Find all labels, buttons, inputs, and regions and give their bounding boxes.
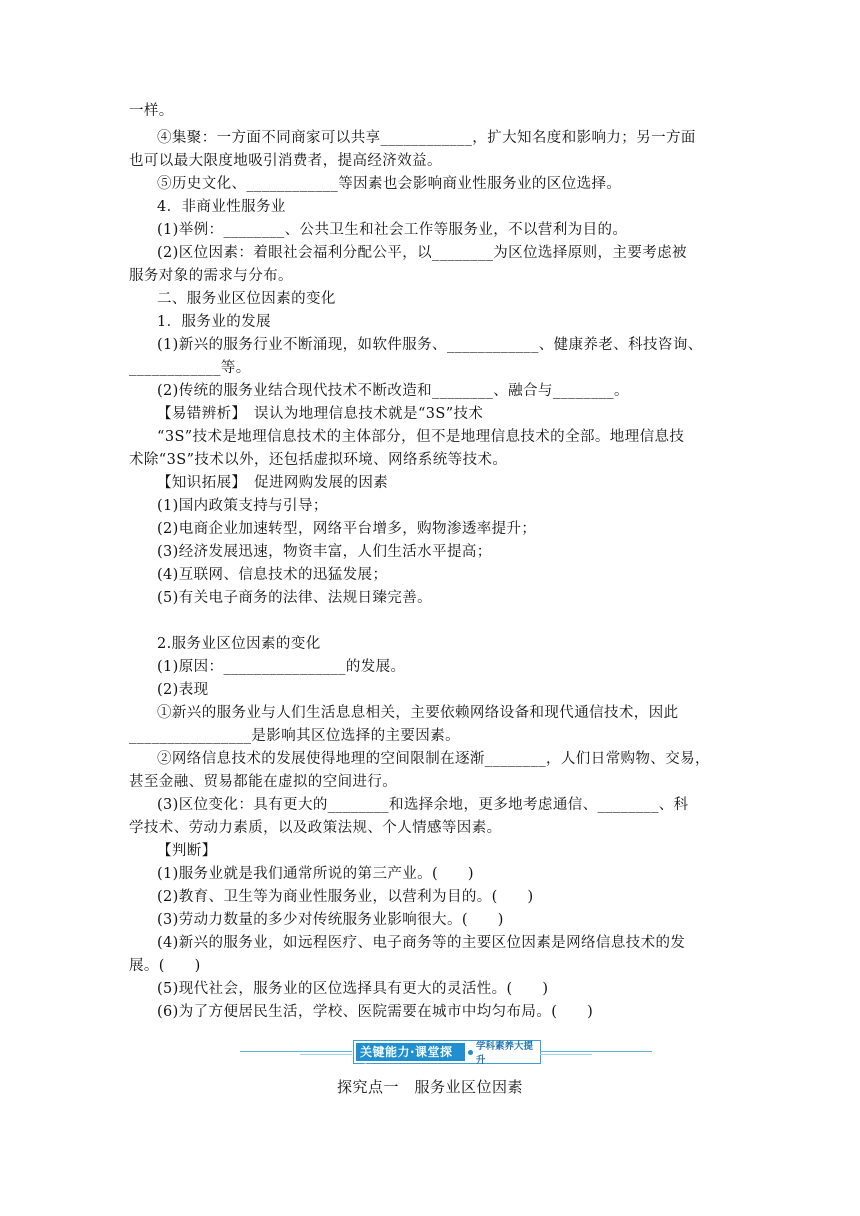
text-line: 也可以最大限度地吸引消费者，提高经济效益。 xyxy=(129,153,442,169)
text-line: (2)传统的服务业结合现代技术不断改造和________、融合与________。 xyxy=(157,383,629,399)
text-line: ④集聚：一方面不同商家可以共享____________，扩大知名度和影响力；另一方面 xyxy=(157,130,696,146)
judgement-heading: 【判断】 xyxy=(157,843,217,859)
text-line: 展。( ) xyxy=(129,958,201,974)
text-line: ____________等。 xyxy=(129,360,251,376)
banner-rule-left-accent xyxy=(300,1054,352,1055)
text-line: (1)原因：________________的发展。 xyxy=(157,659,406,675)
section-heading: 探究点一 服务业区位因素 xyxy=(336,1078,523,1096)
banner-rule-right-accent xyxy=(540,1054,592,1055)
text-line: 一样。 xyxy=(129,103,174,119)
text-line: 学技术、劳动力素质，以及政策法规、个人情感等因素。 xyxy=(129,820,502,836)
text-line: 4．非商业性服务业 xyxy=(157,199,286,215)
text-line: ②网络信息技术的发展使得地理的空间限制在逐渐________，人们日常购物、交易， xyxy=(157,751,710,767)
text-line: 甚至金融、贸易都能在虚拟的空间进行。 xyxy=(129,774,398,790)
heading-line: 二、服务业区位因素的变化 xyxy=(157,291,336,307)
banner-rule-left xyxy=(240,1051,352,1052)
banner-title: 关键能力·课堂探究 xyxy=(356,1043,465,1061)
list-item: (3)经济发展迅速，物资丰富，人们生活水平提高； xyxy=(157,544,492,560)
text-line: 术除“3S”技术以外，还包括虚拟环境、网络系统等技术。 xyxy=(129,452,508,468)
banner-subtitle: 学科素养大提升 xyxy=(475,1041,533,1066)
text-line: ⑤历史文化、____________等因素也会影响商业性服务业的区位选择。 xyxy=(157,176,622,192)
list-item: (2)电商企业加速转型，网络平台增多，购物渗透率提升； xyxy=(157,521,537,537)
callout-heading: 【易错辨析】 误认为地理信息技术就是“3S”技术 xyxy=(157,406,484,422)
judgement-item: (5)现代社会，服务业的区位选择具有更大的灵活性。( ) xyxy=(157,981,549,997)
text-line: (1)新兴的服务行业不断涌现，如软件服务、____________、健康养老、科技咨询、 xyxy=(157,337,703,353)
text-line: ________________是影响其区位选择的主要因素。 xyxy=(129,728,460,744)
bullet-dot-icon xyxy=(468,1050,473,1055)
text-line: 服务对象的需求与分布。 xyxy=(129,268,293,284)
text-line: (3)区位变化：具有更大的________和选择余地，更多地考虑通信、________、科 xyxy=(157,797,689,813)
text-line: ①新兴的服务业与人们生活息息相关，主要依赖网络设备和现代通信技术，因此 xyxy=(157,705,679,721)
text-line: (1)举例：________、公共卫生和社会工作等服务业，不以营利为目的。 xyxy=(157,222,628,238)
judgement-item: (4)新兴的服务业，如远程医疗、电子商务等的主要区位因素是网络信息技术的发 xyxy=(157,935,686,951)
list-item: (4)互联网、信息技术的迅猛发展； xyxy=(157,567,388,583)
text-line: “3S”技术是地理信息技术的主体部分，但不是地理信息技术的全部。地理信息技 xyxy=(157,429,685,445)
judgement-item: (6)为了方便居民生活，学校、医院需要在城市中均匀布局。( ) xyxy=(157,1004,594,1020)
text-line: (2)区位因素：着眼社会福利分配公平，以________为区位选择原则，主要考虑被 xyxy=(157,245,687,261)
judgement-item: (1)服务业就是我们通常所说的第三产业。( ) xyxy=(157,866,474,882)
list-item: (1)国内政策支持与引导； xyxy=(157,498,328,514)
list-item: (5)有关电子商务的法律、法规日臻完善。 xyxy=(157,590,433,606)
judgement-item: (2)教育、卫生等为商业性服务业，以营利为目的。( ) xyxy=(157,889,534,905)
callout-heading: 【知识拓展】 促进网购发展的因素 xyxy=(157,475,389,491)
banner-box xyxy=(353,1040,541,1077)
heading-line: 1．服务业的发展 xyxy=(157,314,271,330)
judgement-item: (3)劳动力数量的多少对传统服务业影响很大。( ) xyxy=(157,912,504,928)
text-line: (2)表现 xyxy=(157,682,209,698)
section-banner xyxy=(240,1040,652,1077)
heading-line: 2.服务业区位因素的变化 xyxy=(157,636,321,652)
banner-rule-right xyxy=(540,1051,652,1052)
